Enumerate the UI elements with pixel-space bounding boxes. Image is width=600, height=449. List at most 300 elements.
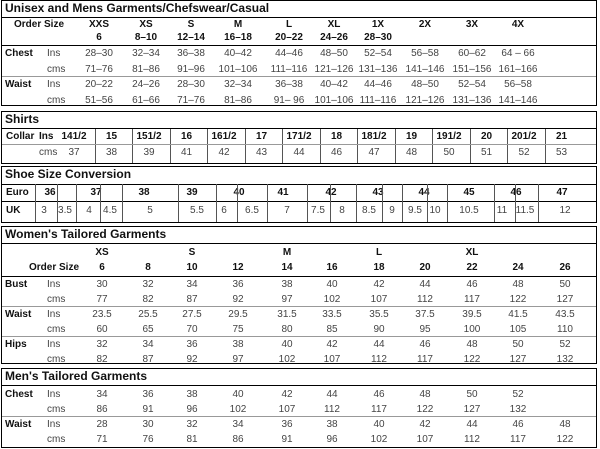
size-label: XS [139,19,153,30]
collar-ins: 161/2 [211,131,237,142]
uk-size: 11.5 [515,205,535,216]
order-size: 24 [512,262,524,273]
table-cell: 111–116 [270,64,308,75]
row-label: Chest [5,48,33,59]
size-label: L [285,19,293,30]
table-cell: 51–56 [85,95,113,106]
table-cell: 52–54 [458,79,486,90]
uk-size: 3.5 [58,205,72,216]
women-title: Women's Tailored Garments [5,227,167,241]
table-cell: 110 [557,324,573,335]
collar-cms: 42 [218,147,230,158]
table-cell: 28–30 [177,79,205,90]
collar-cms: 39 [143,147,155,158]
table-cell: 24–26 [132,79,160,90]
table-cell: 56–58 [504,79,532,90]
table-cell: 50 [512,339,524,350]
table-cell: 52–54 [364,48,392,59]
table-cell: 111–116 [359,95,397,106]
collar-ins: 18 [330,131,343,142]
euro-size: 43 [372,187,384,198]
table-cell: 92 [232,294,244,305]
collar-cms: 47 [368,147,380,158]
table-cell: 91 [281,434,293,445]
table-cell: 39.5 [462,309,482,320]
divider [447,184,448,222]
divider [2,276,596,277]
unit-label: cms [47,404,66,415]
unit-label: cms [47,294,66,305]
table-cell: 33.5 [322,309,342,320]
order-size: 14 [281,262,293,273]
table-cell: 32–34 [224,79,252,90]
table-cell: 38 [326,419,338,430]
table-cell: 117 [510,434,526,445]
uk-size: 4 [86,205,92,216]
table-cell: 34 [186,279,198,290]
table-cell: 122 [556,434,574,445]
table-cell: 30 [142,419,154,430]
size-label: 1X [371,19,385,30]
euro-size: 45 [463,187,475,198]
uk-size: 6.5 [245,205,259,216]
table-cell: 36–38 [177,48,205,59]
unit-label: cms [47,324,66,335]
collar-cms: 41 [180,147,193,158]
divider [402,184,403,222]
collar-ins: 151/2 [136,131,162,142]
table-cell: 25.5 [138,309,158,320]
collar-cms: 53 [555,147,568,158]
unisex-title: Unisex and Mens Garments/Chefswear/Casual [5,1,270,15]
table-cell: 30 [96,279,108,290]
collar-ins: 16 [180,131,193,142]
shoes-title: Shoe Size Conversion [5,167,132,181]
table-cell: 42 [419,419,431,430]
table-cell: 91–96 [177,64,205,75]
size-label: XXS [88,19,109,30]
collar-ins: 171/2 [286,131,312,142]
table-cell: 44 [373,339,385,350]
table-cell: 60–62 [458,48,486,59]
euro-size: 42 [325,187,337,198]
table-cell: 64 – 66 [501,48,535,59]
table-cell: 36 [186,339,198,350]
table-cell: 70 [186,324,198,335]
table-cell: 42 [373,279,385,290]
table-cell: 40–42 [320,79,348,90]
euro-size: 47 [556,187,568,198]
table-cell: 107 [278,404,296,415]
table-cell: 40 [326,279,338,290]
table-cell: 101–106 [314,95,354,106]
table-cell: 127 [556,294,574,305]
men-section [1,368,597,448]
table-cell: 36 [281,419,293,430]
table-cell: 85 [326,324,338,335]
table-cell: 131–136 [452,95,492,106]
table-cell: 32 [186,419,198,430]
uk-size: 7 [284,205,290,216]
divider [2,306,596,307]
shirts-cms-label: cms [39,147,58,158]
table-cell: 46 [466,279,478,290]
divider [427,184,428,222]
letter-size: S [188,247,196,258]
table-cell: 100 [463,324,481,335]
table-cell: 56–58 [411,48,439,59]
collar-cms: 46 [330,147,343,158]
table-cell: 28–30 [85,48,113,59]
table-cell: 101–106 [218,64,258,75]
men-title: Men's Tailored Garments [5,369,148,383]
table-cell: 80 [281,324,293,335]
uk-size: 4.5 [103,205,117,216]
collar-ins: 141/2 [61,131,87,142]
divider [330,184,331,222]
table-cell: 117 [464,294,480,305]
table-cell: 92 [186,354,198,364]
uk-size: 10 [429,205,441,216]
table-cell: 32–34 [132,48,160,59]
unit-label: Ins [47,389,61,400]
uk-size: 3 [41,205,47,216]
table-cell: 23.5 [92,309,112,320]
euro-size: 44 [418,187,430,198]
table-cell: 40 [373,419,385,430]
table-cell: 107 [323,354,341,364]
table-cell: 71 [96,434,108,445]
table-cell: 112 [324,404,340,415]
size-sub-label: 8–10 [134,32,158,43]
table-cell: 127 [463,404,481,415]
table-cell: 122 [416,404,434,415]
table-cell: 35.5 [369,309,389,320]
uk-size: 8 [339,205,345,216]
euro-size: 38 [138,187,150,198]
table-cell: 121–126 [314,64,354,75]
table-cell: 121–126 [405,95,445,106]
table-cell: 71–76 [177,95,205,106]
table-cell: 102 [370,434,388,445]
divider [100,184,101,222]
table-cell: 132 [509,404,527,415]
collar-cms: 37 [68,147,80,158]
order-size: 8 [145,262,151,273]
table-cell: 40 [232,389,244,400]
order-size: 18 [373,262,385,273]
table-cell: 122 [509,294,527,305]
collar-ins: 17 [255,131,268,142]
table-cell: 44–46 [275,48,303,59]
divider [35,184,36,222]
size-sub-label: 12–14 [177,32,205,43]
uk-size: 10.5 [459,205,479,216]
table-cell: 75 [232,324,244,335]
table-cell: 112 [417,294,433,305]
table-cell: 44–46 [364,79,392,90]
euro-size: 36 [44,187,56,198]
order-size: 22 [466,262,478,273]
order-size: 20 [419,262,431,273]
collar-cms: 48 [405,147,418,158]
divider [2,17,596,18]
table-cell: 48–50 [320,48,348,59]
divider [382,184,383,222]
size-label: M [233,19,243,30]
row-label: Waist [5,79,32,90]
table-cell: 81–86 [132,64,160,75]
table-cell: 141–146 [405,64,445,75]
divider [2,243,596,244]
order-size: 12 [232,262,244,273]
table-cell: 105 [509,324,527,335]
table-cell: 32 [142,279,154,290]
collar-ins: 181/2 [361,131,387,142]
unit-label: Ins [47,339,61,350]
order-size: 26 [559,262,571,273]
table-cell: 96 [186,404,198,415]
table-cell: 37.5 [415,309,435,320]
table-cell: 34 [142,339,154,350]
divider [2,201,596,202]
table-cell: 28 [96,419,108,430]
collar-ins: 20 [480,131,493,142]
row-label: Chest [5,389,33,400]
table-cell: 71–76 [85,64,113,75]
collar-ins: 21 [555,131,568,142]
unit-label: Ins [47,279,61,290]
size-sub-label: 24–26 [320,32,348,43]
table-cell: 27.5 [182,309,202,320]
uk-size: 8.5 [362,205,376,216]
table-cell: 40 [281,339,293,350]
divider [122,184,123,222]
divider [538,184,539,222]
table-cell: 122 [463,354,481,364]
uk-size: 5.5 [190,205,204,216]
unit-label: Ins [47,48,61,59]
order-size: 6 [99,262,105,273]
shirts-ins-label: Ins [39,131,54,142]
table-cell: 38 [281,279,293,290]
table-cell: 52 [559,339,571,350]
table-cell: 96 [326,434,338,445]
table-cell: 48 [512,279,524,290]
table-cell: 102 [278,354,296,364]
table-cell: 87 [142,354,154,364]
table-cell: 48 [466,339,478,350]
table-cell: 48 [559,419,571,430]
size-sub-label: 6 [96,32,102,43]
table-cell: 82 [96,354,108,364]
table-cell: 107 [370,294,388,305]
table-cell: 117 [371,404,387,415]
table-cell: 31.5 [277,309,297,320]
table-cell: 87 [186,294,198,305]
divider [2,336,596,337]
table-cell: 86 [232,434,244,445]
shirts-title: Shirts [5,112,40,126]
table-cell: 131–136 [358,64,398,75]
collar-cms: 51 [480,147,493,158]
table-cell: 50 [466,389,478,400]
table-cell: 44 [466,419,478,430]
table-cell: 42 [326,339,338,350]
divider [76,184,77,222]
table-cell: 151–156 [452,64,492,75]
table-cell: 50 [559,279,571,290]
euro-size: 40 [233,187,245,198]
table-cell: 81–86 [224,95,252,106]
uk-size: 6 [221,205,227,216]
collar-ins: 15 [105,131,118,142]
table-cell: 41.5 [508,309,528,320]
unit-label: Ins [47,419,61,430]
table-cell: 86 [96,404,108,415]
table-cell: 97 [232,354,244,364]
table-cell: 29.5 [228,309,248,320]
row-label: Bust [5,279,28,290]
letter-size: M [282,247,292,258]
size-sub-label: 20–22 [275,32,303,43]
letter-size: L [375,247,383,258]
divider [2,45,596,46]
divider [307,184,308,222]
table-cell: 95 [419,324,431,335]
table-cell: 44 [326,389,338,400]
table-cell: 112 [464,434,480,445]
unit-label: Ins [47,79,61,90]
size-label: S [187,19,195,30]
size-label: 3X [465,19,479,30]
size-label: 4X [511,19,525,30]
table-cell: 107 [416,434,434,445]
euro-size: 39 [186,187,198,198]
table-cell: 102 [323,294,341,305]
table-cell: 141–146 [498,95,538,106]
table-cell: 46 [373,389,385,400]
uk-label: UK [6,205,21,216]
table-cell: 34 [96,389,108,400]
euro-size: 41 [277,187,289,198]
unit-label: cms [47,64,66,75]
unit-label: cms [47,95,66,106]
size-label: XL [327,19,341,30]
table-cell: 36 [142,389,154,400]
size-sub-label: 16–18 [224,32,252,43]
uk-size: 9.5 [408,205,422,216]
table-cell: 127 [509,354,527,364]
divider [216,184,217,222]
table-cell: 42 [281,389,293,400]
collar-cms: 38 [105,147,118,158]
table-cell: 40–42 [224,48,252,59]
shirts-section [1,111,597,164]
divider [2,184,596,185]
table-cell: 81 [186,434,198,445]
uk-size: 5 [147,205,153,216]
table-cell: 77 [96,294,108,305]
table-cell: 161–166 [498,64,538,75]
size-sub-label: 28–30 [364,32,392,43]
divider [237,184,238,222]
unisex-section [1,0,597,106]
table-cell: 36 [232,279,244,290]
table-cell: 61–66 [132,95,160,106]
letter-size: XL [465,247,479,258]
uk-size: 12 [559,205,571,216]
table-cell: 91 [142,404,154,415]
divider [2,416,596,417]
unit-label: cms [47,354,66,364]
table-cell: 38 [232,339,244,350]
table-cell: 44 [419,279,431,290]
table-cell: 46 [512,419,524,430]
collar-ins: 191/2 [436,131,462,142]
table-cell: 43.5 [555,309,575,320]
order-size: 10 [186,262,198,273]
collar-cms: 50 [443,147,455,158]
table-cell: 97 [281,294,293,305]
unit-label: Ins [47,309,61,320]
collar-ins: 19 [405,131,418,142]
table-cell: 112 [371,354,387,364]
euro-size: 46 [510,187,522,198]
order-size: 16 [326,262,338,273]
table-cell: 34 [232,419,244,430]
divider [494,184,495,222]
collar-cms: 44 [293,147,305,158]
table-cell: 60 [96,324,108,335]
table-cell: 48 [419,389,431,400]
table-cell: 48–50 [411,79,439,90]
divider [2,144,596,145]
table-cell: 82 [142,294,154,305]
women-section [1,226,597,364]
table-cell: 65 [142,324,154,335]
table-cell: 91– 96 [273,95,305,106]
table-cell: 52 [512,389,524,400]
unit-label: cms [47,434,66,445]
table-cell: 76 [142,434,154,445]
table-cell: 38 [186,389,198,400]
divider [57,184,58,222]
divider [178,184,179,222]
row-label: Waist [5,419,32,430]
order-size-label: Order Size [14,19,65,30]
collar-label: Collar [6,131,35,142]
table-cell: 32 [96,339,108,350]
table-cell: 132 [556,354,574,364]
divider [2,76,596,77]
divider [515,184,516,222]
table-cell: 20–22 [85,79,113,90]
collar-cms: 52 [518,147,530,158]
table-cell: 90 [373,324,385,335]
collar-cms: 43 [255,147,268,158]
divider [267,184,268,222]
euro-size: 37 [90,187,102,198]
size-label: 2X [418,19,432,30]
row-label: Hips [5,339,27,350]
women-order-size-label: Order Size [29,262,80,273]
table-cell: 102 [229,404,247,415]
uk-size: 7.5 [311,205,325,216]
divider [356,184,357,222]
shoes-section [1,166,597,223]
table-cell: 117 [417,354,433,364]
